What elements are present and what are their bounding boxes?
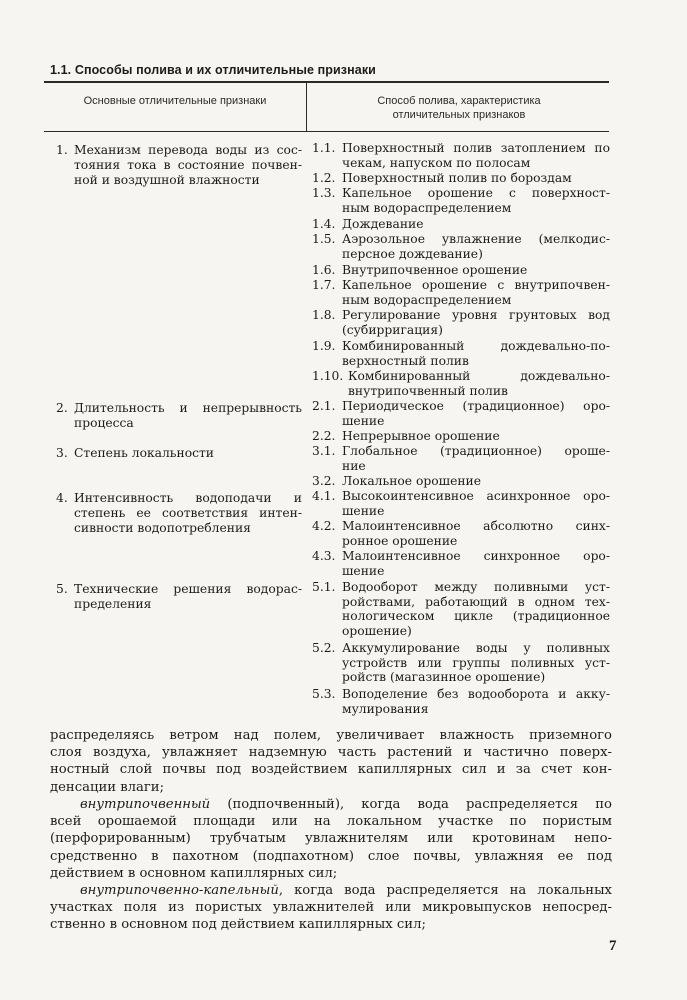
method-item — [312, 489, 610, 518]
method-text — [342, 549, 610, 578]
method-line: шение — [342, 413, 385, 428]
body-paragraph — [50, 882, 612, 934]
method-text — [342, 171, 610, 186]
method-item — [312, 141, 610, 170]
feature-line: степень ее соответствия интен- — [74, 506, 302, 521]
method-item — [312, 474, 610, 489]
method-line: Поверхностный полив по бороздам — [342, 171, 572, 185]
method-line: персное дождевание) — [342, 246, 483, 261]
method-line: ройств (магазинное орошение) — [342, 670, 546, 685]
method-item — [312, 217, 610, 232]
method-line: (субирригация) — [342, 322, 443, 337]
method-line: нологическом цикле (традиционное — [342, 609, 610, 624]
method-line: чекам, напуском по полосам — [342, 155, 531, 170]
method-number: 3.2. — [312, 474, 336, 488]
page-number: 7 — [609, 938, 617, 954]
method-item — [312, 232, 610, 261]
method-item — [312, 308, 610, 337]
method-item — [312, 399, 610, 428]
method-number: 5.3. — [312, 687, 336, 701]
method-text — [342, 217, 610, 232]
feature-number: 3. — [56, 446, 68, 460]
body-line: участках поля из пористых увлажнителей или микровыпусков непосред- — [50, 900, 612, 916]
method-text — [342, 641, 610, 685]
method-text — [342, 232, 610, 261]
method-text — [342, 369, 610, 398]
method-line: Капельное орошение с внутрипочвен- — [342, 278, 610, 292]
table-top-rule — [44, 81, 609, 83]
feature-text — [74, 143, 302, 189]
body-line: ностный слой почвы под воздействием капиллярных сил и за счет кон- — [50, 762, 612, 778]
method-text — [342, 339, 610, 368]
method-line: ным водораспределением — [342, 292, 512, 307]
method-number: 1.10. — [312, 369, 344, 383]
body-line — [50, 882, 612, 899]
feature-item — [56, 143, 302, 189]
feature-line: процесса — [74, 416, 134, 431]
method-item — [312, 549, 610, 578]
method-item — [312, 687, 610, 716]
method-text — [342, 308, 610, 337]
body-line: слоя воздуха, увлажняет надземную часть растений и частично поверх- — [50, 745, 612, 761]
method-line: ние — [342, 458, 366, 473]
method-line: внутрипочвенный полив — [348, 383, 508, 398]
method-line: шение — [342, 563, 385, 578]
method-text — [342, 141, 610, 170]
feature-item — [56, 446, 302, 461]
feature-item — [56, 582, 302, 612]
method-number: 1.6. — [312, 263, 336, 277]
feature-line: ной и воздушной влажности — [74, 173, 260, 188]
column-header-methods-line-2: отличительных признаков — [392, 109, 526, 121]
method-line: ным водораспределением — [342, 200, 512, 215]
method-text — [342, 263, 610, 278]
body-line: (перфорированным) трубчатым увлажнителям или кротовинам непо- — [50, 831, 612, 847]
feature-item — [56, 401, 302, 431]
method-item — [312, 171, 610, 186]
method-line: Комбинированный дождевально-по- — [342, 339, 610, 353]
term-italic: внутрипочвенный — [80, 797, 211, 812]
feature-text — [74, 491, 302, 537]
body-line-rest: (подпочвенный), когда вода распределяется по — [227, 797, 612, 812]
method-text — [342, 444, 610, 473]
method-line: Комбинированный дождевально- — [348, 369, 610, 383]
method-line: Поверхностный полив затоплением по — [342, 141, 610, 155]
method-line: орошение) — [342, 623, 412, 638]
method-line: шение — [342, 503, 385, 518]
method-item — [312, 429, 610, 444]
method-number: 1.4. — [312, 217, 336, 231]
feature-text — [74, 401, 302, 431]
method-line: Малоинтенсивное синхронное оро- — [342, 549, 610, 563]
table-header-rule — [44, 131, 609, 132]
method-item — [312, 278, 610, 307]
method-line: устройств или группы поливных уст- — [342, 655, 610, 670]
feature-line: сивности водопотребления — [74, 521, 251, 536]
method-line: Аккумулирование воды у поливных — [342, 641, 610, 655]
method-item — [312, 580, 610, 638]
method-number: 1.5. — [312, 232, 336, 246]
method-line: ройствами, работающий в одном тех- — [342, 594, 610, 609]
method-text — [342, 186, 610, 215]
method-number: 4.1. — [312, 489, 336, 503]
feature-number: 4. — [56, 491, 68, 505]
feature-line: Степень локальности — [74, 446, 214, 460]
method-line: Воподеление без водооборота и акку- — [342, 687, 610, 701]
method-line: Локальное орошение — [342, 474, 482, 488]
method-text — [342, 580, 610, 638]
column-header-methods-line-1: Способ полива, характеристика — [377, 95, 541, 107]
body-line: ственно в основном под действием капиллярных сил; — [50, 917, 426, 933]
method-number: 2.2. — [312, 429, 336, 443]
method-line: Регулирование уровня грунтовых вод — [342, 308, 610, 322]
method-number: 1.1. — [312, 141, 336, 155]
feature-line: тояния тока в состояние почвен- — [74, 158, 302, 173]
method-line: верхностный полив — [342, 353, 469, 368]
method-number: 1.8. — [312, 308, 336, 322]
method-number: 5.1. — [312, 580, 336, 594]
method-number: 4.2. — [312, 519, 336, 533]
method-item — [312, 186, 610, 215]
term-italic: внутрипочвенно-капельный — [80, 883, 279, 898]
body-paragraph — [50, 796, 612, 882]
method-item — [312, 641, 610, 685]
feature-line: пределения — [74, 597, 152, 612]
method-line: Дождевание — [342, 217, 424, 231]
body-paragraph — [50, 727, 612, 796]
body-line: средственно в пахотном (подпахотном) слое почвы, увлажняя ее под — [50, 848, 612, 864]
method-text — [342, 474, 610, 489]
feature-line: Интенсивность водоподачи и — [74, 491, 302, 505]
method-line: Капельное орошение с поверхност- — [342, 186, 610, 200]
method-number: 1.2. — [312, 171, 336, 185]
method-item — [312, 444, 610, 473]
method-text — [342, 489, 610, 518]
method-line: Периодическое (традиционное) оро- — [342, 399, 610, 413]
table-header-divider — [306, 82, 307, 132]
method-item — [312, 339, 610, 368]
feature-number: 5. — [56, 582, 68, 596]
feature-number: 2. — [56, 401, 68, 415]
method-number: 3.1. — [312, 444, 336, 458]
method-item — [312, 369, 610, 398]
method-line: Высокоинтенсивное асинхронное оро- — [342, 489, 610, 503]
feature-line: Длительность и непрерывность — [74, 401, 302, 415]
feature-line: Механизм перевода воды из сос- — [74, 143, 302, 157]
feature-text — [74, 446, 302, 461]
method-number: 1.7. — [312, 278, 336, 292]
method-line: Водооборот между поливными уст- — [342, 580, 610, 594]
method-number: 1.3. — [312, 186, 336, 200]
method-line: Аэрозольное увлажнение (мелкодис- — [342, 232, 610, 246]
method-line: мулирования — [342, 701, 429, 716]
method-line: Внутрипочвенное орошение — [342, 263, 528, 277]
method-line: Глобальное (традиционное) ороше- — [342, 444, 610, 458]
body-line: денсации влаги; — [50, 779, 165, 795]
feature-line: Технические решения водорас- — [74, 582, 302, 596]
body-line-rest: , когда вода распределяется на локальных — [278, 883, 612, 898]
method-line: ронное орошение — [342, 533, 458, 548]
method-text — [342, 429, 610, 444]
feature-text — [74, 582, 302, 612]
method-text — [342, 278, 610, 307]
feature-item — [56, 491, 302, 537]
column-header-methods — [310, 94, 608, 122]
method-line: Малоинтенсивное абсолютно синх- — [342, 519, 610, 533]
body-line: распределяясь ветром над полем, увеличивает влажность приземного — [50, 728, 612, 743]
method-text — [342, 399, 610, 428]
method-number: 4.3. — [312, 549, 336, 563]
method-number: 5.2. — [312, 641, 336, 655]
body-line: всей орошаемой площади или на локальном участке по пористым — [50, 814, 612, 830]
feature-number: 1. — [56, 143, 68, 157]
table-title: 1.1. Способы полива и их отличительные признаки — [50, 63, 376, 77]
method-line: Непрерывное орошение — [342, 429, 500, 443]
body-line — [50, 796, 612, 813]
method-text — [342, 687, 610, 716]
method-number: 1.9. — [312, 339, 336, 353]
method-number: 2.1. — [312, 399, 336, 413]
method-text — [342, 519, 610, 548]
method-item — [312, 519, 610, 548]
column-header-features: Основные отличительные признаки — [83, 95, 267, 107]
body-line: действием в основном капиллярных сил; — [50, 865, 338, 881]
method-item — [312, 263, 610, 278]
